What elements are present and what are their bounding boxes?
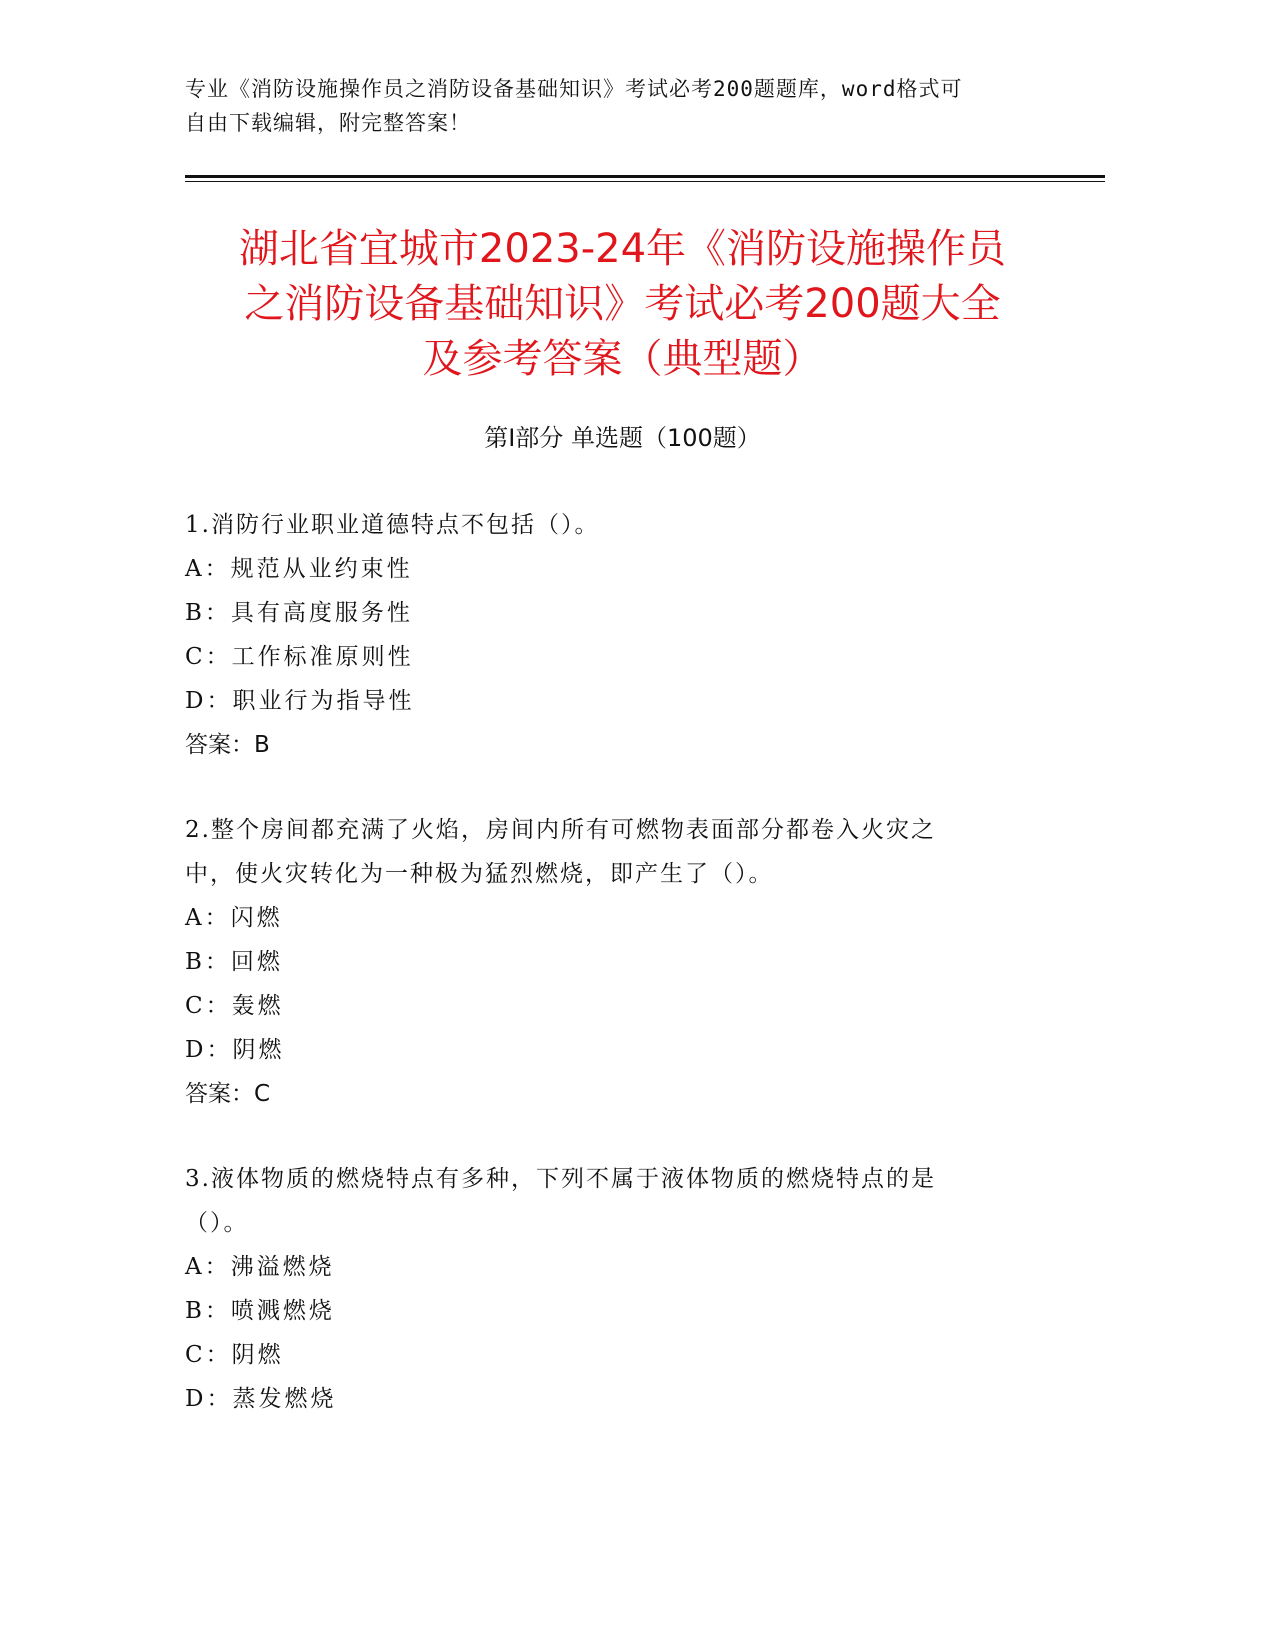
question-stem: 3.液体物质的燃烧特点有多种，下列不属于液体物质的燃烧特点的是 — [185, 1166, 936, 1192]
option-b: B：回燃 — [185, 949, 283, 975]
option-d: D：蒸发燃烧 — [185, 1386, 337, 1412]
option-a: A：规范从业约束性 — [185, 556, 413, 582]
question-stem: （）。 — [185, 1210, 249, 1236]
question-1 — [185, 503, 1025, 767]
answer-label: 答案：C — [185, 1081, 271, 1107]
header-note — [185, 72, 1055, 140]
option-c: C：轰燃 — [185, 993, 284, 1019]
header-note-line: 专业《消防设施操作员之消防设备基础知识》考试必考200题题库，word格式可 — [185, 77, 963, 101]
answer-label: 答案：B — [185, 732, 270, 758]
option-d: D：职业行为指导性 — [185, 688, 415, 714]
document-title — [185, 222, 1060, 387]
question-stem: 中，使火灾转化为一种极为猛烈燃烧，即产生了（）。 — [185, 861, 774, 887]
question-stem: 2.整个房间都充满了火焰，房间内所有可燃物表面部分都卷入火灾之 — [185, 817, 936, 843]
header-divider-thin — [185, 181, 1105, 182]
option-b: B：具有高度服务性 — [185, 600, 413, 626]
question-2 — [185, 808, 1025, 1116]
header-note-line: 自由下载编辑，附完整答案！ — [185, 111, 471, 135]
option-d: D：阴燃 — [185, 1037, 285, 1063]
option-c: C：阴燃 — [185, 1342, 284, 1368]
option-a: A：沸溢燃烧 — [185, 1254, 335, 1280]
title-line: 及参考答案（典型题） — [422, 336, 823, 382]
question-stem: 1.消防行业职业道德特点不包括（）。 — [185, 512, 600, 538]
title-line: 湖北省宜城市2023-24年《消防设施操作员 — [238, 226, 1007, 272]
option-a: A：闪燃 — [185, 905, 283, 931]
option-c: C：工作标准原则性 — [185, 644, 414, 670]
question-3 — [185, 1157, 1025, 1421]
title-line: 之消防设备基础知识》考试必考200题大全 — [244, 281, 1001, 327]
header-divider-thick — [185, 175, 1105, 178]
option-b: B：喷溅燃烧 — [185, 1298, 335, 1324]
section-heading: 第Ⅰ部分 单选题（100题） — [484, 424, 761, 452]
